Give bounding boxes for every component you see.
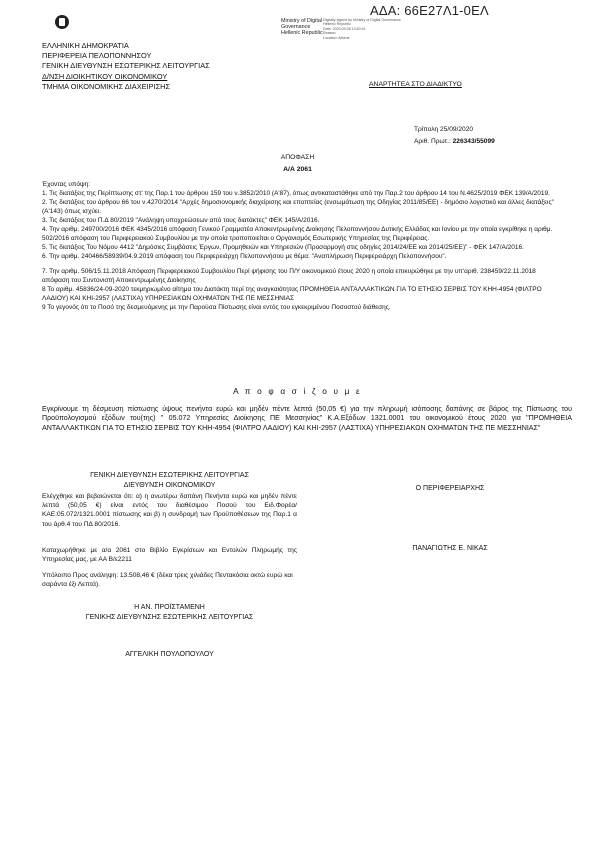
approval-paragraph: Εγκρίνουμε τη δέσμευση πίστωσης ύψους πενήντα ευρώ και μηδέν πέντε λεπτά (50,05 €) για την πληρωμή ισόποσης δαπάνης σε βάρος της Πίστωσης του Προϋπολογισμού εξόδων του(της) " 05.072 Υπηρεσίες Διοίκησης ΠΕ Μεσσηνίας" Κ.Α.Εξόδων 1321.0001 του οικονομικού έτους 2020 για "ΠΡΟΜΗΘΕΙΑ ΑΝΤΑΛΛΑΚΤΙΚΩΝ ΓΙΑ ΤΟ ΕΤΗΣΙΟ ΣΕΡΒΙΣ ΤΟΥ ΚΗΗ-4954 (ΦΙΛΤΡΟ ΛΑΔΙΟΥ) ΚΑΙ ΚΗΙ-2957 (ΛΑΣΤΙΧΑ) ΥΠΗΡΕΣΙΑΚΩΝ ΟΧΗΜΑΤΩΝ ΤΗΣ ΠΕ ΜΕΣΣΗΝΙΑΣ"	[42, 405, 572, 432]
deputy-head-heading: ΓΕΝΙΚΗΣ ΔΙΕΥΘΥΝΣΗΣ ΕΣΩΤΕΡΙΚΗΣ ΛΕΙΤΟΥΡΓΙΑΣ	[85, 614, 254, 621]
greek-emblem-icon	[55, 15, 69, 29]
digital-signature-stamp	[281, 18, 323, 36]
consideration-item: 4. Την αριθμ. 249700/2016 ΦΕΚ 4345/2016 απόφαση Γενικού Γραμματέα Αποκεντρωμένης Διοίκησης Πελοποννήσου Δυτικής Ελλάδας και Ιονίου με την οποία εγκρίθηκε η αριθμ. 502/2016 απόφαση του Περιφερειακού Συμβουλίου με την οποία τροποποιείται ο Οργανισμός Εσωτερικής Υπηρεσίας της Περιφέρειας.	[42, 226, 553, 242]
publish-online-label: ΑΝΑΡΤΗΤΕΑ ΣΤΟ ΔΙΑΔΙΚΤΥΟ	[369, 81, 462, 88]
decision-number: Α/Α 2061	[283, 166, 312, 173]
decision-title: ΑΠΟΦΑΣΗ	[280, 154, 315, 161]
org-line: ΠΕΡΙΦΕΡΕΙΑ ΠΕΛΟΠΟΝΝΗΣΟΥ	[42, 51, 152, 61]
org-line: ΓΕΝΙΚΗ ΔΙΕΥΘΥΝΣΗ ΕΣΩΤΕΡΙΚΗΣ ΛΕΙΤΟΥΡΓΙΑΣ	[42, 61, 210, 71]
consideration-item: 8 Το αριθμ. 45836/24-09-2020 τεκμηριωμένο αίτημα του Διατάκτη περί της αναγκαιότητας ΠΡΟΜΗΘΕΙΑ ΑΝΤΑΛΛΑΚΤΙΚΩΝ ΓΙΑ ΤΟ ΕΤΗΣΙΟ ΣΕΡΒΙΣ ΤΟΥ ΚΗΗ-4954 (ΦΙΛΤΡΟ ΛΑΔΙΟΥ) ΚΑΙ ΚΗΙ-2957 (ΛΑΣΤΙΧΑ) ΥΠΗΡΕΣΙΑΚΩΝ ΟΧΗΜΑΤΩΝ ΤΗΣ ΠΕ ΜΕΣΣΗΝΙΑΣ	[42, 286, 542, 302]
signature-line: Ministry of Digital	[281, 18, 323, 24]
having-regard-label: Έχοντας υπόψη:	[42, 181, 91, 188]
ada-code: ΑΔΑ: 66Ε27Λ1-0ΕΛ	[370, 3, 489, 18]
balance-text: Υπόλοιπο Προς ανάληψη: 13.508,46 € (δέκα τρεις χιλιάδες Πεντακόσια οκτώ ευρώ και σαράντα έξι Λεπτά).	[42, 572, 293, 589]
signature-detail-line: Date: 2020.09.28 13:50:41	[323, 26, 366, 31]
consideration-item: 1. Τις διατάξεις της Περίπτωσης στ' της Παρ.1 του άρθρου 159 του ν.3852/2010 (Α'87), όπως αντικαταστάθηκε από την Παρ.2 του άρθρου 14 του Ν.4625/2019 ΦΕΚ 139/Α/2019.	[42, 190, 550, 197]
signature-line: Governance	[281, 24, 311, 30]
consideration-item: 3. Τις διατάξεις του Π.Δ 80/2019 "Ανάληψη υποχρεώσεων από τους διατάκτες" ΦΕΚ 145/Α/2016.	[42, 217, 320, 224]
organization-header	[42, 41, 210, 92]
signature-detail-line: Digitally signed by Ministry of Digital Governance	[323, 18, 401, 22]
consideration-item: 5. Τις διατάξεις Του Νόμου 4412 "Δημόσιες Συμβάσεις Έργων, Προμηθειών και Υπηρεσιών (Προσαρμογή στις οδηγίες 2014/24/ΕΕ και 2014/25/ΕΕ)" - ΦΕΚ 147/Α/2016.	[42, 244, 524, 251]
consideration-item: 7. Την αριθμ. 506/15.11.2018 Απόφαση Περιφερειακού Συμβουλίου Περί ψήφισης του Π/Υ οικονομικού έτους 2020 η οποία επικυρώθηκε με την υπ'αριθ. 238459/22.11.2018 απόφαση του Συντονιστή Αποκεντρωμένης Διοίκησης	[42, 268, 536, 284]
deputy-head-block	[42, 603, 297, 623]
protocol-line	[414, 136, 495, 148]
protocol-label: Αριθ. Πρωτ.:	[414, 137, 451, 145]
consideration-item: 9 Το γεγονός ότι το Ποσό της δεσμευόμενης με την Παρούσα Πίστωσης είναι εντός του εγκεκριμένου Ποσοστού διάθεσης.	[42, 304, 391, 311]
date-protocol-block	[414, 124, 495, 148]
finance-heading	[42, 471, 297, 491]
protocol-number: 226343/55099	[452, 137, 495, 145]
registration-text: Καταχωρήθηκε με α/α 2061 στο Βιβλίο Εγκρίσεων και Εντολών Πληρωμής της Υπηρεσίας μας, με ΑΑ Β/ε2211	[42, 547, 297, 564]
we-decide-heading: Α π ο φ α σ ί ζ ο υ μ ε	[233, 387, 362, 396]
signature-line: Hellenic Republic	[281, 30, 323, 36]
signature-detail-line: Location: Athens	[323, 35, 350, 40]
org-line: Δ/ΝΣΗ ΔΙΟΙΚΗΤΙΚΟΥ ΟΙΚΟΝΟΜΙΚΟΥ	[42, 71, 168, 81]
regional-governor-signer: ΠΑΝΑΓΙΩΤΗΣ Ε. ΝΙΚΑΣ	[412, 545, 488, 552]
digital-signature-details	[323, 18, 401, 40]
org-line: ΤΜΗΜΑ ΟΙΚΟΝΟΜΙΚΗΣ ΔΙΑΧΕΙΡΙΣΗΣ	[42, 81, 171, 91]
finance-heading-1: ΓΕΝΙΚΗ ΔΙΕΥΘΥΝΣΗ ΕΣΩΤΕΡΙΚΗΣ ΛΕΙΤΟΥΡΓΙΑΣ	[90, 472, 249, 479]
deputy-head-label: Η ΑΝ. ΠΡΟΪΣΤΑΜΕΝΗ	[134, 604, 205, 611]
left-signer-name: ΑΓΓΕΛΙΚΗ ΠΟΥΛΟΠΟΥΛΟΥ	[125, 651, 214, 658]
finance-heading-2: ΔΙΕΥΘΥΝΣΗ ΟΙΚΟΝΟΜΙΚΟΥ	[123, 482, 216, 489]
considerations-list	[42, 180, 562, 312]
consideration-item: 6. Την αριθμ. 240466/58939/04.9.2019 απόφαση του Περιφερειάρχη Πελοποννήσου με θέμα: "Αναπλήρωση Περιφερειάρχη Πελοποννήσου".	[42, 253, 447, 260]
regional-governor-title: Ο ΠΕΡΙΦΕΡΕΙΑΡΧΗΣ	[415, 485, 485, 492]
signature-detail-line: Reason:	[323, 31, 337, 36]
finance-check-text: Ελέγχθηκε και βεβαιώνεται ότι: α) η ανωτέρω δαπάνη Πενήντα ευρώ και μηδέν πέντε λεπτά (50,05 €) είναι εντός του διαθέσιμου Ποσού του Ειδ.Φορέα/ΚΑΕ:05.072/1321.0001 πίστωσης και β) η συνδρομή των Προϋποθέσεων της Παρ.1 α του άρθ.4 του ΠΔ 80/2016.	[42, 493, 297, 528]
date-line: Τρίπολη 25/09/2020	[414, 126, 474, 133]
signature-detail-line: Hellenic Republic	[323, 22, 351, 27]
org-line: ΕΛΛΗΝΙΚΗ ΔΗΜΟΚΡΑΤΙΑ	[42, 41, 129, 50]
consideration-item: 2. Τις διατάξεις του άρθρου 66 του ν.4270/2014 "Αρχές δημοσιονομικής διαχείρισης και εποπτείας (ενσωμάτωση της Οδηγίας 2011/85/ΕΕ) - δημόσιο λογιστικό και άλλες διατάξεις" (Α'143) όπως ισχύει.	[42, 199, 554, 215]
